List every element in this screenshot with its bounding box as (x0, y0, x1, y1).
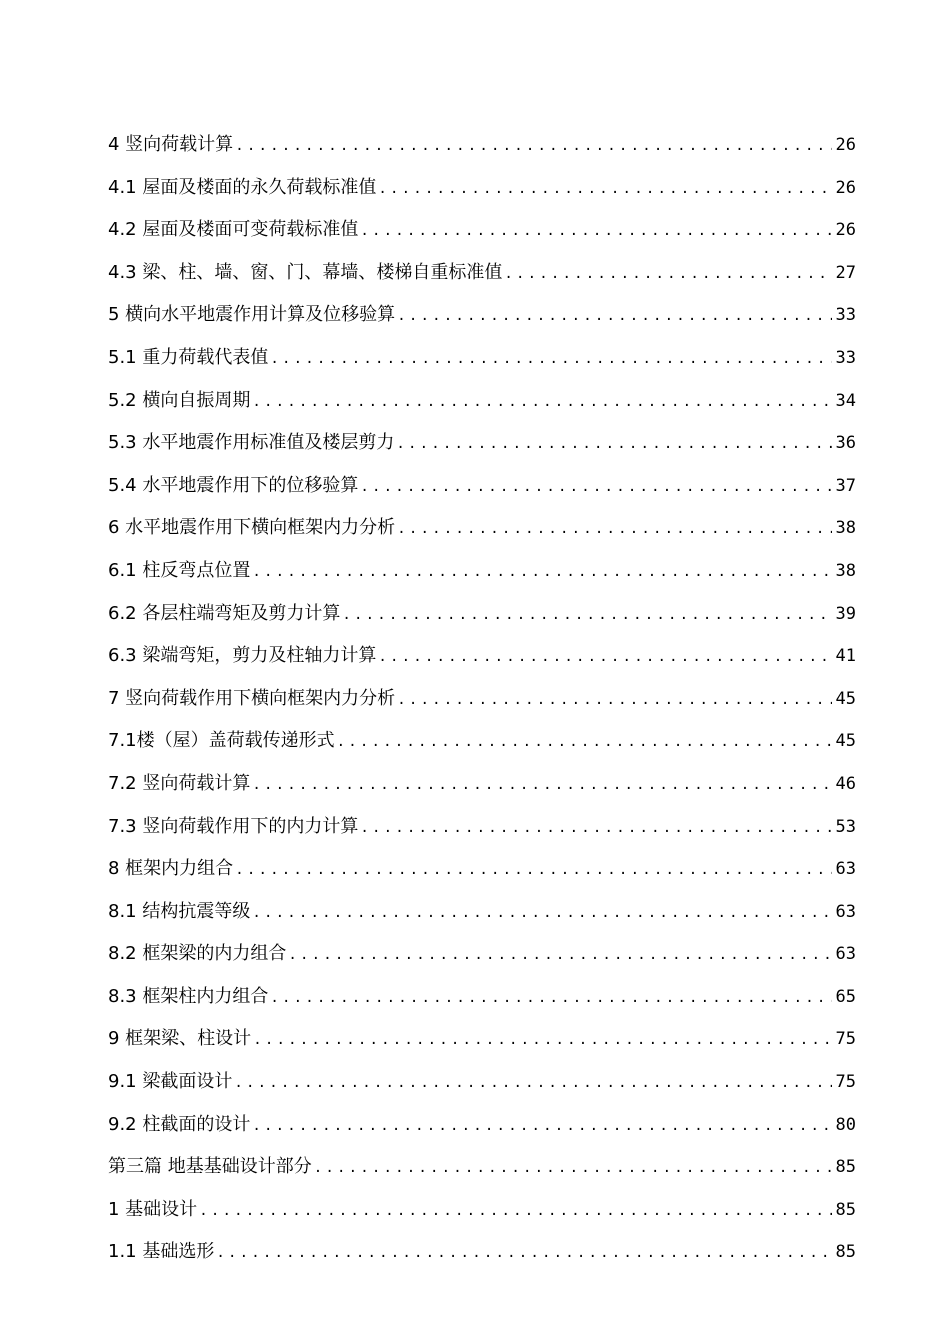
toc-dot-leader (235, 138, 832, 154)
toc-entry-page-number: 38 (835, 518, 856, 539)
toc-entry-title: 7 竖向荷载作用下横向框架内力分析 (108, 687, 396, 709)
toc-dot-leader (360, 820, 832, 836)
toc-entry-page-number: 75 (835, 1029, 856, 1050)
toc-entry-page-number: 63 (835, 944, 856, 965)
toc-dot-leader (252, 1118, 832, 1134)
toc-entry-page-number: 63 (835, 901, 856, 922)
toc-entry-page-number: 85 (835, 1242, 856, 1263)
toc-entry[interactable] (108, 982, 856, 1025)
toc-entry[interactable] (108, 769, 856, 812)
toc-entry-title: 4 竖向荷载计算 (108, 134, 234, 155)
toc-entry-page-number: 34 (835, 390, 856, 411)
toc-entry-page-number: 33 (835, 305, 856, 326)
toc-entry-page-number: 41 (835, 646, 856, 667)
toc-entry-title: 4.3 梁、柱、墙、窗、门、幕墙、楼梯自重标准值 (108, 261, 503, 283)
toc-dot-leader (252, 564, 832, 580)
toc-dot-leader (342, 607, 832, 623)
toc-entry[interactable] (108, 556, 856, 599)
toc-entry[interactable] (108, 726, 856, 769)
toc-dot-leader (270, 351, 832, 367)
toc-entry[interactable] (108, 854, 856, 897)
toc-entry[interactable] (108, 258, 856, 301)
toc-entry[interactable] (108, 173, 856, 216)
toc-entry[interactable] (108, 1195, 856, 1238)
toc-dot-leader (397, 521, 832, 537)
toc-entry-page-number: 39 (835, 603, 856, 624)
toc-entry-title: 1.1 基础选形 (108, 1241, 215, 1263)
toc-entry-title: 9 框架梁、柱设计 (108, 1028, 252, 1050)
toc-entry-page-number: 26 (835, 220, 856, 241)
toc-entry[interactable] (108, 1067, 856, 1110)
toc-entry-title: 6.2 各层柱端弯矩及剪力计算 (108, 602, 341, 624)
toc-entry-page-number: 63 (835, 859, 856, 880)
toc-entry[interactable] (108, 513, 856, 556)
toc-entry-title: 6.1 柱反弯点位置 (108, 559, 251, 581)
toc-entry-title: 8.3 框架柱内力组合 (108, 985, 269, 1007)
toc-dot-leader (235, 862, 832, 878)
toc-entry[interactable] (108, 939, 856, 982)
toc-dot-leader (270, 990, 832, 1006)
toc-entry-title: 5.2 横向自振周期 (108, 389, 251, 411)
toc-entry[interactable] (108, 641, 856, 684)
toc-entry[interactable] (108, 1237, 856, 1280)
toc-entry-title: 6.3 梁端弯矩，剪力及柱轴力计算 (108, 645, 377, 667)
toc-entry-page-number: 80 (835, 1114, 856, 1135)
toc-entry[interactable] (108, 428, 856, 471)
toc-entry-title: 7.1楼（屋）盖荷载传递形式 (108, 730, 335, 752)
toc-entry-page-number: 45 (835, 731, 856, 752)
toc-entry-page-number: 36 (835, 433, 856, 454)
toc-dot-leader (314, 1160, 832, 1176)
toc-entry-page-number: 85 (835, 1157, 856, 1178)
toc-entry-page-number: 27 (835, 262, 856, 283)
toc-entry-title: 5 横向水平地震作用计算及位移验算 (108, 304, 396, 326)
table-of-contents (108, 130, 856, 1280)
toc-entry-title: 7.2 竖向荷载计算 (108, 772, 251, 794)
toc-entry[interactable] (108, 1024, 856, 1067)
toc-entry[interactable] (108, 1152, 856, 1195)
toc-dot-leader (360, 479, 832, 495)
toc-entry[interactable] (108, 343, 856, 386)
toc-entry[interactable] (108, 386, 856, 429)
toc-entry-page-number: 26 (835, 177, 856, 198)
toc-entry[interactable] (108, 684, 856, 727)
toc-dot-leader (288, 947, 832, 963)
toc-entry[interactable] (108, 300, 856, 343)
toc-entry-title: 6 水平地震作用下横向框架内力分析 (108, 517, 396, 539)
toc-entry-page-number: 33 (835, 347, 856, 368)
toc-dot-leader (396, 436, 832, 452)
toc-entry[interactable] (108, 812, 856, 855)
toc-entry[interactable] (108, 1110, 856, 1153)
toc-entry-title: 1 基础设计 (108, 1198, 198, 1220)
toc-dot-leader (234, 1075, 832, 1091)
toc-entry-page-number: 75 (835, 1072, 856, 1093)
toc-entry-title: 8.1 结构抗震等级 (108, 900, 251, 922)
toc-dot-leader (199, 1203, 832, 1219)
toc-entry[interactable] (108, 215, 856, 258)
toc-entry[interactable] (108, 897, 856, 940)
toc-entry-page-number: 38 (835, 560, 856, 581)
toc-dot-leader (360, 223, 832, 239)
toc-entry-title: 8 框架内力组合 (108, 858, 234, 880)
toc-dot-leader (253, 1032, 832, 1048)
toc-entry-title: 9.2 柱截面的设计 (108, 1113, 251, 1135)
toc-entry-title: 5.3 水平地震作用标准值及楼层剪力 (108, 432, 395, 454)
toc-dot-leader (378, 649, 832, 665)
toc-entry-title: 第三篇 地基基础设计部分 (108, 1156, 312, 1178)
toc-dot-leader (397, 692, 832, 708)
toc-entry-title: 5.1 重力荷载代表值 (108, 346, 269, 368)
toc-entry-page-number: 45 (835, 688, 856, 709)
toc-entry[interactable] (108, 471, 856, 514)
toc-dot-leader (397, 308, 832, 324)
toc-entry-page-number: 26 (835, 135, 856, 155)
toc-entry-title: 8.2 框架梁的内力组合 (108, 943, 287, 965)
toc-entry[interactable] (108, 599, 856, 642)
toc-entry-page-number: 85 (835, 1199, 856, 1220)
toc-entry-page-number: 37 (835, 475, 856, 496)
toc-entry-title: 9.1 梁截面设计 (108, 1071, 233, 1093)
toc-dot-leader (504, 266, 832, 282)
toc-entry-title: 5.4 水平地震作用下的位移验算 (108, 474, 359, 496)
toc-entry-title: 4.2 屋面及楼面可变荷载标准值 (108, 219, 359, 241)
toc-dot-leader (252, 777, 832, 793)
toc-dot-leader (216, 1245, 832, 1261)
toc-dot-leader (337, 734, 832, 750)
toc-entry-page-number: 65 (835, 986, 856, 1007)
toc-entry[interactable] (108, 130, 856, 173)
toc-entry-page-number: 53 (835, 816, 856, 837)
toc-dot-leader (252, 394, 832, 410)
toc-dot-leader (378, 181, 832, 197)
toc-dot-leader (252, 905, 832, 921)
toc-entry-title: 7.3 竖向荷载作用下的内力计算 (108, 815, 359, 837)
toc-entry-page-number: 46 (835, 773, 856, 794)
toc-entry-title: 4.1 屋面及楼面的永久荷载标准值 (108, 176, 377, 198)
